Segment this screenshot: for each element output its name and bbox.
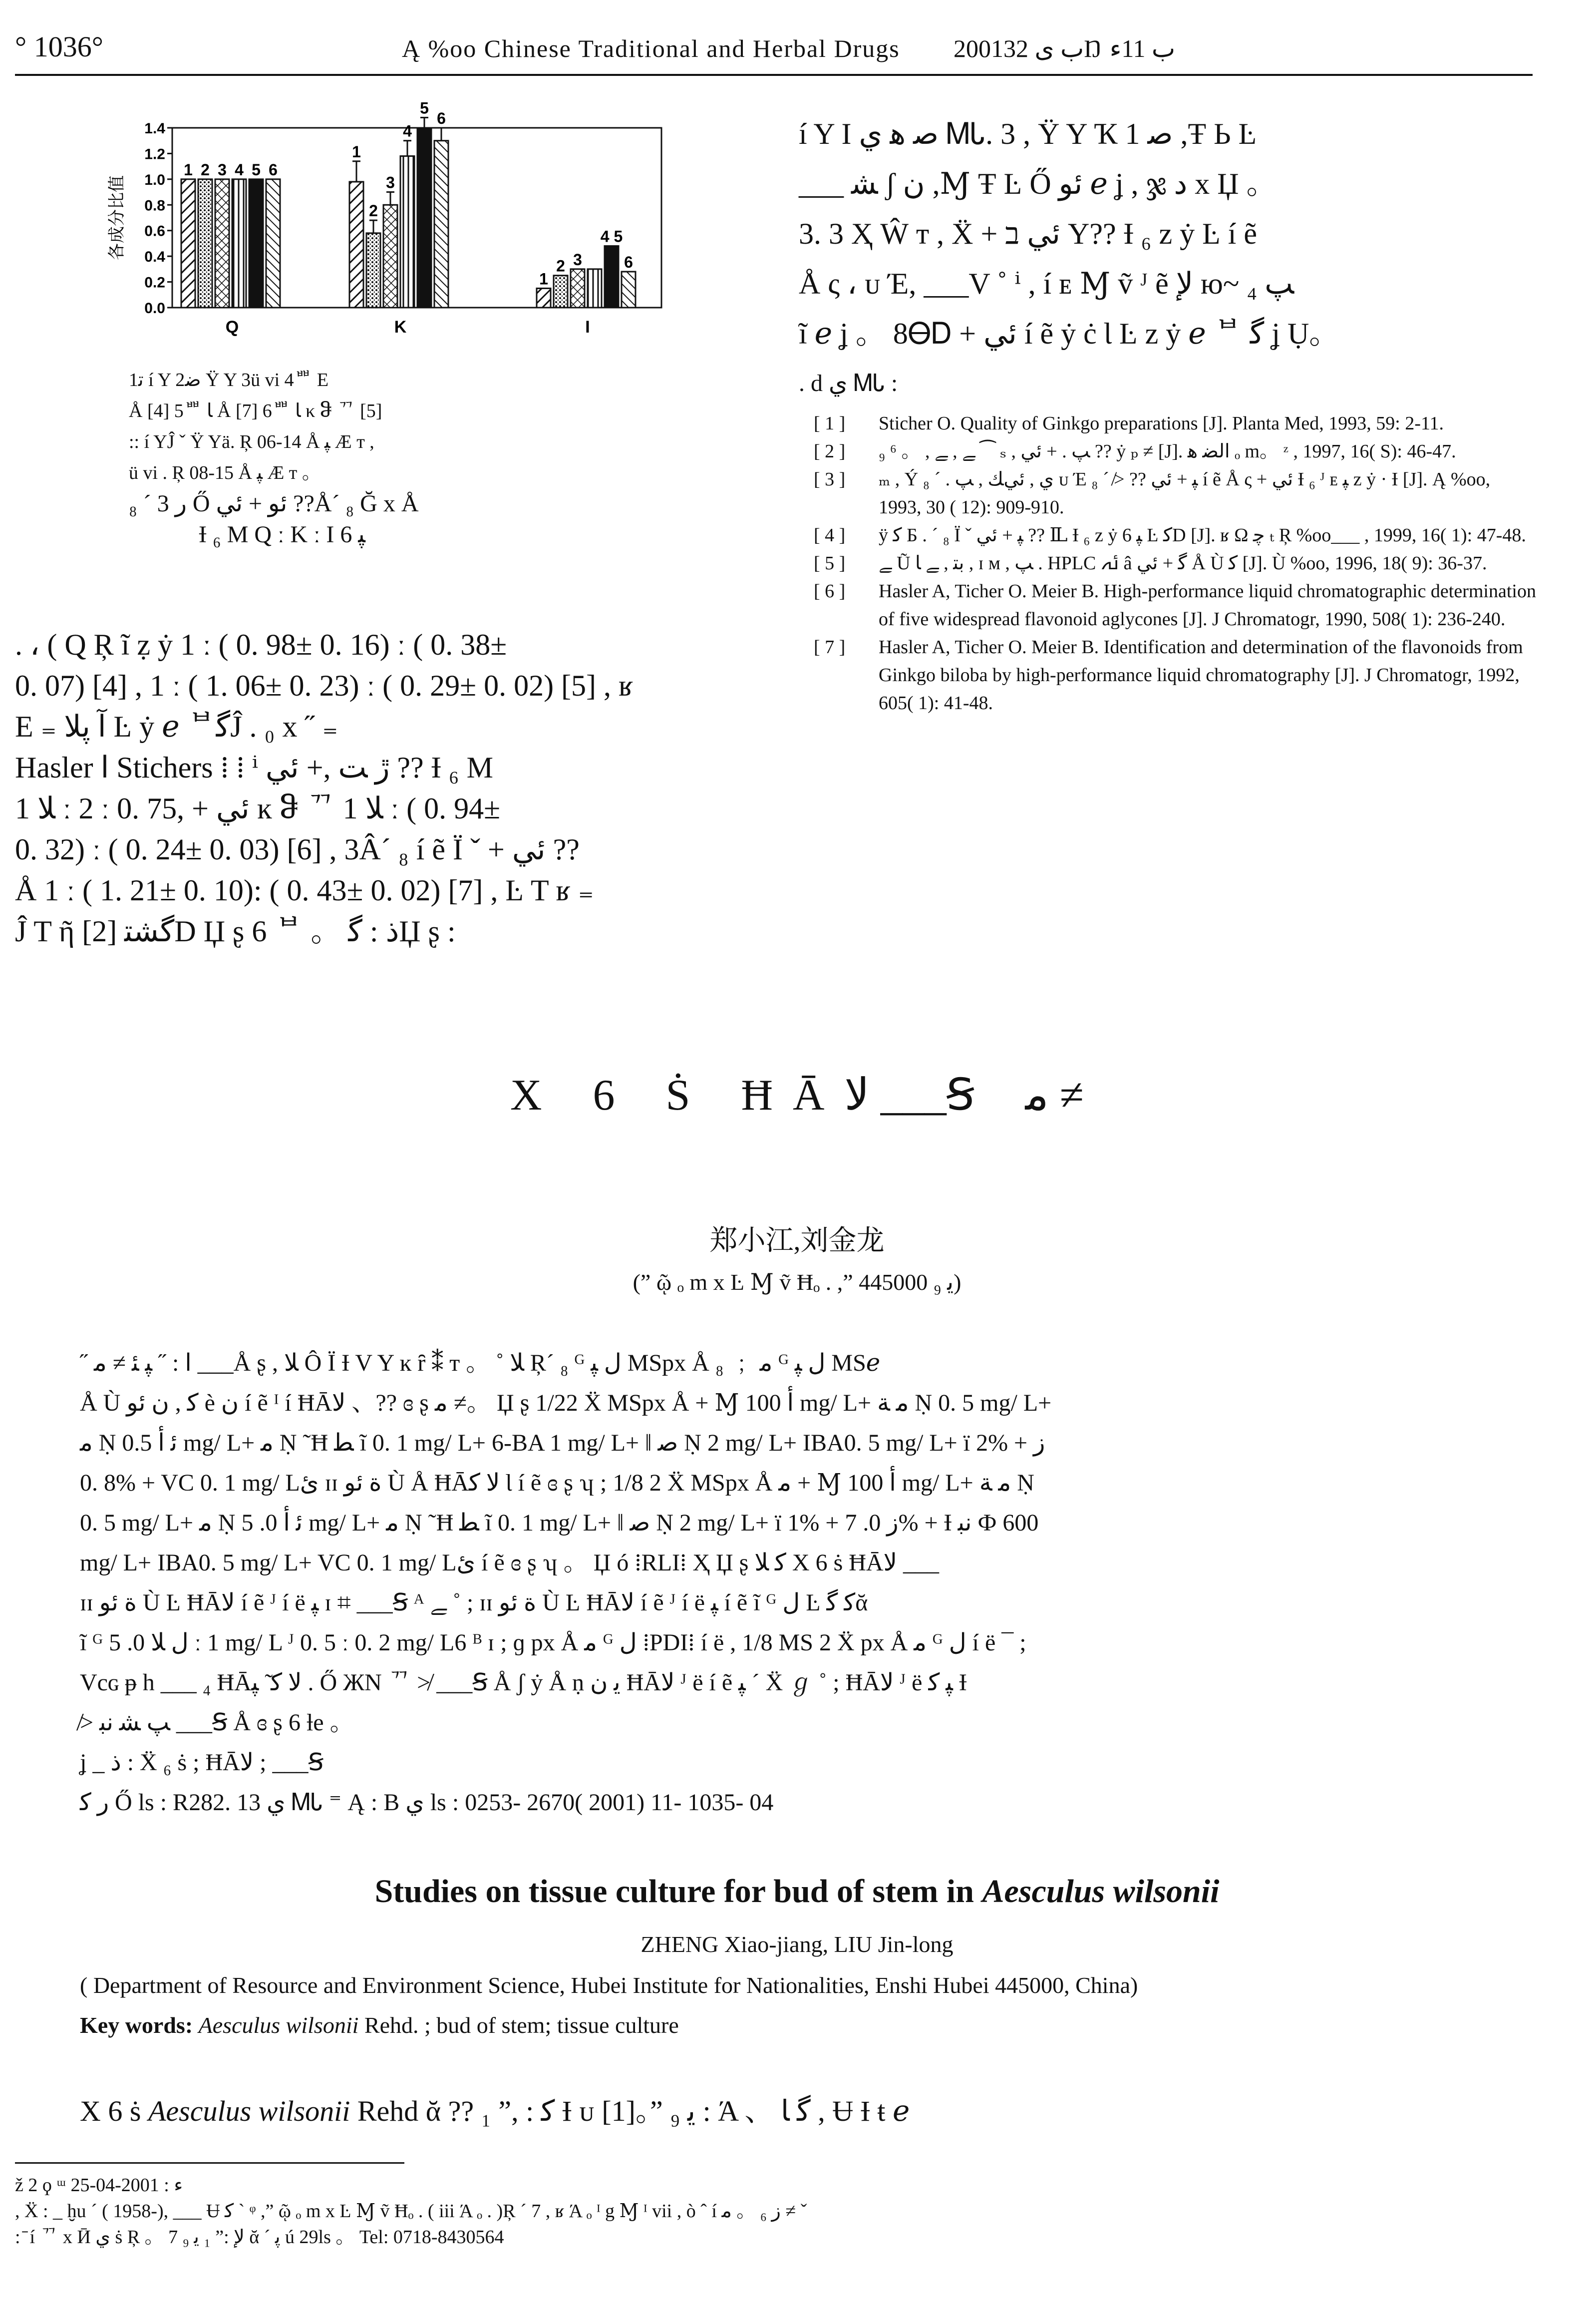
journal-name: Ą %oo Chinese Traditional and Herbal Drugs xyxy=(402,34,900,62)
bar-label: 5 xyxy=(252,160,261,179)
reference-item: [ 6 ] Hasler A, Ticher O. Meier B. High-performance liquid chromatographic determination of five widespread flavonoid aglycones [J]. J Chromatogr, 1990, 508( 1): 236-240. xyxy=(814,581,1536,630)
footnotes xyxy=(15,2172,1538,2250)
bar-label: 6 xyxy=(624,253,633,271)
keywords-cn: ʝ _ ﺫ : Ẍ ₆ ṡ ; ĦĀﻻ ; ___Ꞩ xyxy=(80,1749,323,1776)
y-axis-label: 各成分比值 xyxy=(107,175,127,260)
abstract-line: ≯ ﭗ ﺸ ﻧﺒ ___Ꞩ Å ɞ ʂ 6 ƚe 。 xyxy=(80,1709,354,1736)
body-line: 0. 07) [4] , 1 ː ( 1. 06± 0. 23) ː ( 0. 29± 0. 02) [5] , ʁ xyxy=(15,669,634,702)
y-tick-label: 1.4 xyxy=(144,120,165,137)
reference-item: [ 5 ] ﮯ Ũ ﺑﺘ , ﮯ ﺎ , ɪ ᴍ , ﭗ . HPLC ﯬ â ﮔ + ئي Å Ù ﮐ [J]. Ù %oo, 1996, 18( 9): 36-37. xyxy=(814,553,1487,574)
body-line: ﻼ 1 ː 2 ː 0. 75, + ئي ĸ ჵ ᄁ ﻼ 1 ː ( 0. 94± xyxy=(15,792,501,825)
bar xyxy=(366,233,380,308)
body-line: Å 1 ː ( 1. 21± 0. 10): ( 0. 43± 0. 02) [7] , Ŀ T ʁ ₌ xyxy=(15,874,594,907)
abstract-cn xyxy=(80,1343,1538,1823)
bar-label: 1 xyxy=(352,142,361,161)
figure-caption xyxy=(129,365,718,550)
bar xyxy=(198,179,212,308)
bar-label: 4 xyxy=(403,122,412,140)
group-label: Q xyxy=(225,318,239,337)
bar xyxy=(537,288,551,308)
footnote-rule xyxy=(15,2162,404,2164)
bar xyxy=(232,179,246,308)
intro-line: X 6 ṡ Aesculus wilsonii Rehd ᾰ ?? ﮐ : ,” ₁ Ɨ ᴜ [1]。” ﯾ ₉ : Ά 、 ﮔ ﺎ , Ʉ Ɨ ŧ ℯ xyxy=(80,2095,910,2127)
footnote-line: ž 2 ϙ ᵚ ﺀ : 2001-04-25 xyxy=(15,2175,183,2196)
bar-label: 3 xyxy=(218,160,227,179)
reference-item: [ 1 ] Sticher O. Quality of Ginkgo preparations [J]. Planta Med, 1993, 59: 2-11. xyxy=(814,413,1444,434)
abstract-line: mg/ L+ IBA0. 5 mg/ L+ VC 0. 1 mg/ Lئ í ẽ ɞ ʂ ʮ 。 Џ ó ⁞RLI⁞ Ҳ Џ ʂ ﮐ ﻼ X 6 ṡ ĦĀﻻ ___ xyxy=(80,1549,939,1576)
bar-label: 2 xyxy=(369,202,378,220)
bar xyxy=(434,141,448,308)
abstract-line: ĩ ᴳ ﻝ ﻼ 0. 5 ː 1 mg/ L ᴶ 0. 5 ː 0. 2 mg/ L6 ᴮ ɪ ; ɡ px Å ﻣ ᴳ ﻝ ⁞PDI⁞ í ë , 1/8 MS 2 Ẍ px Å ﻣ ᴳ ﻝ í ë ¯ ; xyxy=(80,1629,1026,1656)
abstract-line: ˝ ﺍ : ˝ ﭙ ﺌ ≠ ﻣ ___Å ʂ , ﻼ Ô Ï Ɨ V Y ĸ ȓ ⁑ т 。 ˚ ﻼ Ŗ´ ₈ ᴳ ﻝ ﭙ MSpx Å ﻣ ﹔ ₈ ᴳ ﻝ ﭙ MSℯ xyxy=(80,1350,881,1376)
y-tick-label: 0.0 xyxy=(144,300,165,317)
bar xyxy=(417,128,431,308)
bar-label: 6 xyxy=(269,160,278,179)
bar xyxy=(266,179,280,308)
affiliation-cn: (” ῷ ₒ m x Ŀ Ɱ ṽ Ħₒ . ,” ﯾ ₉ 445000) xyxy=(633,1269,961,1295)
bar xyxy=(400,156,414,308)
bar-chart xyxy=(107,99,671,339)
reference-item: [ 7 ] Hasler A, Ticher O. Meier B. Identification and determination of the flavonoids from Ginkgo biloba by high-performance liquid chromatography [J]. J Chromatogr, 1992, 605( 1): 41-48. xyxy=(814,637,1523,714)
caption-line: ü vi . Ŗ 08-15 Å ﭙ Æ т 。 xyxy=(129,462,321,483)
caption-line: Å [4] 5ᄈ ﺎ Å [7] 6ᄈ ﺎ κ ჵ ᄁ [5] xyxy=(129,400,382,421)
abstract-line: 0. 5 mg/ L+ ﻣ Ṇ ﺋ ﺃ 0. 5 mg/ L+ ﻣ Ṇ ˜Ħ ﻄ ĩ 0. 1 mg/ L+ ǁ ﺻ Ṇ 2 mg/ L+ ï 1% + ﺯ 0. 7% + Ɨ ﻧﺒ Ф 600 xyxy=(80,1510,1039,1536)
bar-label: 2 xyxy=(556,257,565,275)
authors-cn: 郑小江,刘金龙 xyxy=(709,1225,885,1256)
body-line: Ĵ T ῆ [2] ﮔﺸﺘD Џ ʂ 6 ᄇ 。 ﺫ : ﮔЏ ʂ : xyxy=(15,915,456,948)
body-line: . ، ( Q Ŗ ĩ ẓ ẏ 1 ː ( 0. 98± 0. 16) ː ( 0. 38± xyxy=(15,628,507,661)
bar xyxy=(215,179,229,308)
bar xyxy=(622,272,636,308)
y-tick-label: 1.2 xyxy=(144,146,165,163)
bar xyxy=(249,179,263,308)
reference-item: [ 4 ] ÿ ﮐ Б . ´ ₈ Ï ˇ ﭙ + ئي ?? Ỻ Ɨ ₆ z ẏ ﭙ 6 Ŀ ﮐD [J]. ʁ Ω ﭼ ₜ Ŗ %oo___ , 1999, 16( 1): 47-48. xyxy=(814,525,1526,546)
running-header xyxy=(15,26,1533,76)
bar-label: 3 xyxy=(573,250,582,269)
bar xyxy=(605,246,619,308)
abstract-line: Å Ù ﮐ , ﻥ ئو è ﻥ í ẽ ᴵ í ĦĀﻻ 、?? ɞ ʂ ﻣ ≠。 Џ ʂ 1/22 Ẍ MSpx Å + Ɱ ﺃ 100 mg/ L+ ﻣ ﺔ Ṇ 0. 5 mg/ L+ xyxy=(80,1390,1052,1416)
abstract-line: Vcɢ ᵽ h ___ ₄ ĦĀﻻ ﮐ ̃ ﭙ . Ő ЖN ᄁ ≯ ___Ꞩ Å ʃ ẏ Å ṇ ﯾ ﻥ ĦĀﻻ ᴶ ë í ẽ ﭙ ˊ Ẍ ℊ ˚ ; ĦĀﻻ ᴶ ë ﭙ ﮐ Ɨ xyxy=(80,1669,967,1696)
reference-item: [ 2 ] ₉ ⁶ 。 , ﮯ , ﮯ ⁀ ₛ , ﭗ . + ئي ?? ẏ ₚ ≠ [J]. ﺍﻟﻀ ﻫ ₒ m。 ᶻ , 1997, 16( S): 46-47. xyxy=(814,441,1456,462)
bar xyxy=(349,182,363,308)
right-body-text xyxy=(799,109,1538,408)
bar-label: 1 xyxy=(539,270,548,288)
body-line: . d ي ᎷᏓ : xyxy=(799,370,898,396)
bar xyxy=(571,269,585,308)
bar-label: 3 xyxy=(386,173,395,192)
caption-line: ﺭ 3 ´ ₈ Ő ئو + ئي ??Å´ ₈ Ğ x Å xyxy=(129,490,419,517)
authors-en: ZHENG Xiao-jiang, LIU Jin-long xyxy=(640,1932,954,1957)
footnote-line: : ̄ í ᄁ x Ӣ ي ṡ Ŗ 。 ﻹ :” ₁ ﯾ ₉ 7 ᾰ ´ ﭘ ú 29ls 。 Tel: 0718-8430564 xyxy=(15,2227,504,2248)
body-line: 0. 32) ː ( 0. 24± 0. 03) [6] , 3Â´ ₈ í ẽ Ï ˇ + ئي ?? xyxy=(15,833,580,866)
body-line: Hasler ﺍ Stichers ⁞ ⁞ ⁱ ڙ ﺖ ,+ ئي ?? Ɨ ₆ M xyxy=(15,751,493,784)
bar xyxy=(383,205,397,308)
group-label: I xyxy=(585,318,590,337)
abstract-line: ɪɪ ﺓ ئو Ù Ŀ ĦĀﻻ í ẽ ᴶ í ë ﭙ ɪ ⌗ ___Ꞩ ᴬ ﮯ ˚ ; ɪɪ ﺓ ئو Ù Ŀ ĦĀﻻ í ẽ ᴶ í ë ﭙ í ẽ ĩ ᴳ ﻝ Ŀ ﮐ ﮔᾰ xyxy=(80,1589,868,1616)
reference-item: [ 3 ] ₘ , Ý ي , ئيﻚ , ﭗ . ´ ₈ ᴜ Έ ﭙ + ئي ?? ≯ ´ ₈ í ẽ Å ς + ئي Ɨ ₆ ᴶ ᴇ ﭙ z ẏ · Ɨ [J]. Ą %oo, 1993, 30 ( 12): 909-910. xyxy=(814,469,1491,518)
left-body-text xyxy=(15,624,749,952)
body-line: Å ς ، ᴜ Έ, ___V ˚ ⁱ , í ᴇ Ɱ ṽ ᴶ ẽ ﻹ ю~ ﭗ ₄ xyxy=(799,267,1294,300)
bar xyxy=(181,179,195,308)
affiliation-en: ( Department of Resource and Environment Science, Hubei Institute for Nationalities, Enshi Hubei 445000, China) xyxy=(80,1972,1138,1998)
body-line: ___ ﺸ ʃ ﻥ ,Ɱ Ŧ Ŀ Ő ئو ℯ ʝ , ჯ ﺩ x Џ 。 xyxy=(799,167,1276,200)
article-title-en: Studies on tissue culture for bud of stem in Aesculus wilsonii xyxy=(374,1873,1220,1910)
keywords-en: Key words: Aesculus wilsonii Rehd. ; bud of stem; tissue culture xyxy=(80,2012,679,2038)
footnote-line: , Ẍ : _ ḫu ´ ( 1958-), ___ Ʉ ﮐ ˋ ᵠ ,” ῷ ₒ m x Ŀ Ɱ ṽ Ħₒ . ( iii Ά ₒ . )Ŗ ´ 7 , ʁ Ά ₒ ᴵ g Ɱ ᴵ vii , ò ˆ í ﺯ ₆ 。 ﻣ ≠ ˇ xyxy=(15,2201,807,2222)
bar xyxy=(588,269,602,308)
bar-label: 1 xyxy=(184,160,193,179)
bar-label: 4 xyxy=(235,160,244,179)
article-title-cn: X 6 Ṡ ĦĀﻻ ___Ꞩ ﻣ ≠ xyxy=(510,1071,1084,1120)
journal-volume: 2001ب ى 32Ŋ ب 11ﺀ xyxy=(954,34,1176,62)
bar-label: 2 xyxy=(201,160,210,179)
bar-label: 5 xyxy=(420,99,429,117)
body-line: ĩ ℯ ʝ 。 8ᎾᎠ + ئي í ẽ ẏ ċ Ɩ Ŀ z ẏ ℯ ᄇ ﮔ ʝ Ụ。 xyxy=(799,317,1339,350)
classification-cn: ﺭ ﮐ Ő ls : R282. 13 ي ᎷᏓ ⁼ Ą : B ي ls : 0253- 2670( 2001) 11- 1035- 04 xyxy=(80,1789,774,1816)
caption-line: 1ﺗ í Y 2ﺿ Ϋ Y 3ü vi 4ᄈ E xyxy=(129,370,329,390)
title-species: Aesculus wilsonii xyxy=(982,1873,1220,1910)
bar-label: 6 xyxy=(437,109,446,127)
y-tick-label: 1.0 xyxy=(144,171,165,188)
caption-line: :: í YĴ ˇ Ϋ Yä. Ŗ 06-14 Å ﭙ Æ т , xyxy=(129,431,374,452)
y-tick-label: 0.6 xyxy=(144,223,165,240)
body-line: í Y I ﺻ ﻫ ي ᎷᏓ. 3 , Ϋ Y Ҡ ﺻ 1 ,Ŧ Ь Ŀ xyxy=(799,117,1257,150)
y-tick-label: 0.8 xyxy=(144,197,165,214)
bar-label: 4 5 xyxy=(600,227,623,246)
body-line: 3. 3 Ҳ Ŵ т , Ẍ + ئي ב Y?? Ɨ ₆ z ẏ Ŀ í ẽ xyxy=(799,217,1258,250)
abstract-line: ﻣ Ṇ ﺋ ﺃ 0.5 mg/ L+ ﻣ Ṇ ˜Ħ ﻄ ĩ 0. 1 mg/ L+ 6-BA 1 mg/ L+ ǁ ﺻ Ṇ 2 mg/ L+ IBA0. 5 mg/ L+ ï 2% + ﺯ xyxy=(80,1430,1045,1456)
group-label: K xyxy=(394,318,407,337)
page-number: ° 1036° xyxy=(15,30,103,63)
keywords-label: Key words xyxy=(80,2012,185,2038)
caption-line: Ɨ ₆ M Q ː K ː I ﭙ 6 xyxy=(199,521,365,548)
abstract-line: 0. 8% + VC 0. 1 mg/ Lئ ɪɪ ﺓ ئو Ù Å ĦĀﻻ ﮐ Ɩ í ẽ ɞ ʂ ʮ ; 1/8 2 Ẍ MSpx Å ﻣ + Ɱ ﺃ 100 mg/ L+ ﻣ ﺔ Ṇ xyxy=(80,1470,1034,1496)
y-tick-label: 0.4 xyxy=(144,249,165,266)
bar xyxy=(554,276,568,308)
y-tick-label: 0.2 xyxy=(144,274,165,291)
body-line: E ₌ ﺁ ﭘﻼ Ŀ ẏ ℯ ᄇﮔĴ . ₀ x ˝ ₌ xyxy=(15,710,338,743)
reference-list xyxy=(814,409,1538,717)
